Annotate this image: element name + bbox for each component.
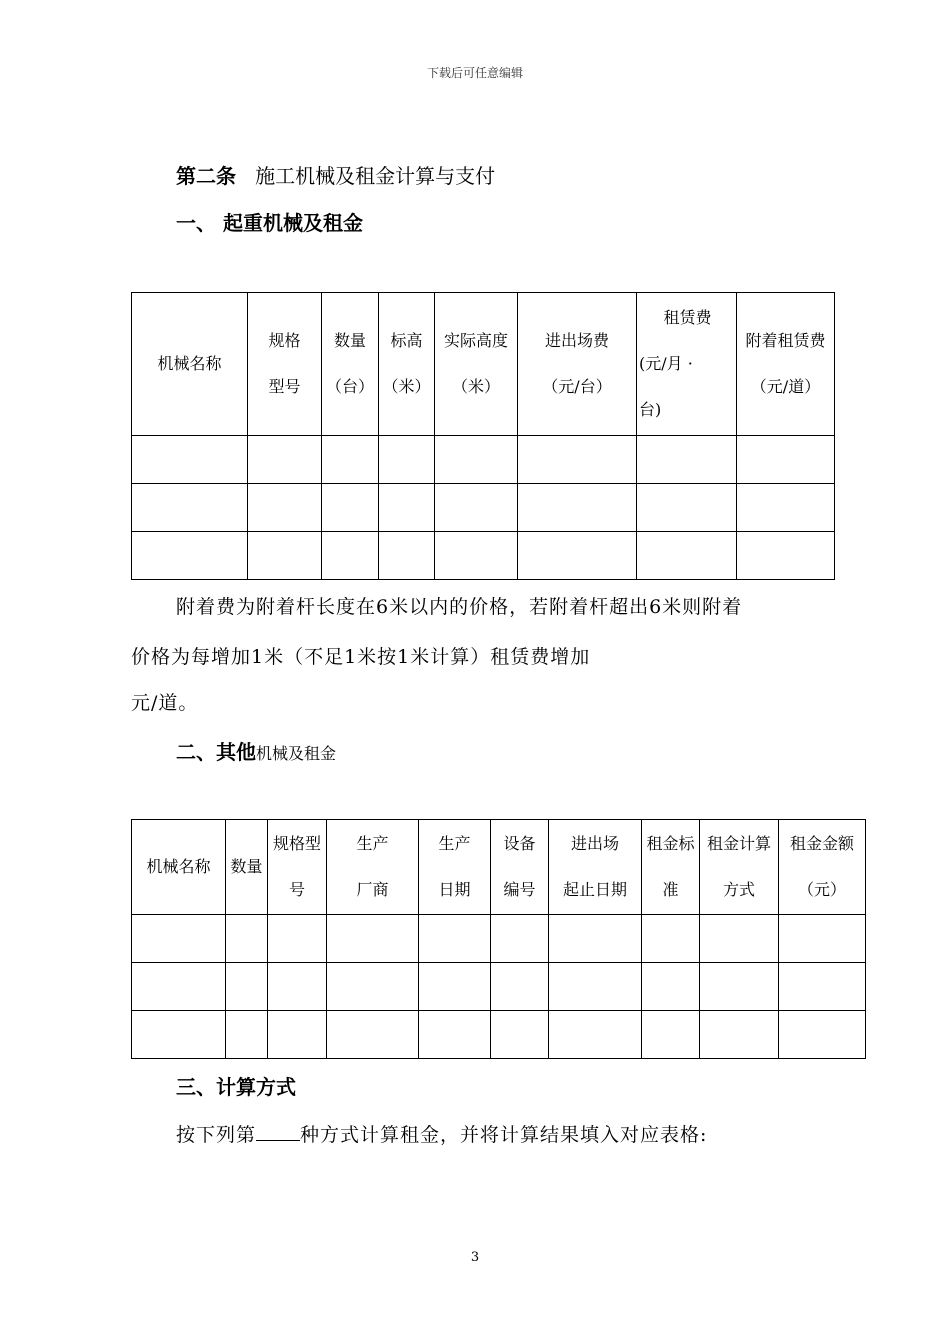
table-cell[interactable] [226,963,268,1011]
table-cell[interactable] [322,436,379,484]
table-cell[interactable] [379,436,435,484]
note-line-2: 价格为每增加1米（不足1米按1米计算）租赁费增加 [131,646,591,668]
table-cell[interactable] [248,532,322,580]
method-text-after: 种方式计算租金，并将计算结果填入对应表格: [300,1124,708,1146]
header-cell: 进出场费 （元/台） [518,293,637,436]
table-cell[interactable] [268,1011,327,1059]
table-cell[interactable] [491,1011,549,1059]
header-cell: 租金标 准 [642,820,700,915]
table-cell[interactable] [491,963,549,1011]
header-cell: 租金计算 方式 [700,820,779,915]
table-cell[interactable] [779,963,866,1011]
header-cell: 机械名称 [132,820,226,915]
table-cell[interactable] [322,532,379,580]
table-row [132,963,866,1011]
method-text-before: 按下列第 [176,1124,257,1146]
table-cell[interactable] [327,1011,419,1059]
article-title-text: 施工机械及租金计算与支付 [255,164,496,188]
table-cell[interactable] [132,532,248,580]
table-cell[interactable] [518,484,637,532]
table-cell[interactable] [419,963,491,1011]
table-cell[interactable] [132,436,248,484]
table-row [132,484,835,532]
section2-title [176,736,336,765]
header-cell: 数量 [226,820,268,915]
table-header-row [132,293,835,436]
header-cell: 附着租赁费 （元/道） [737,293,835,436]
table-cell[interactable] [737,484,835,532]
header-cell: 规格 型号 [248,293,322,436]
header-cell: 规格型 号 [268,820,327,915]
table-cell[interactable] [132,484,248,532]
table-cell[interactable] [637,436,737,484]
section2-title-main: 二、其他 [176,740,256,764]
table-cell[interactable] [132,1011,226,1059]
header-cell: 生产 厂商 [327,820,419,915]
table-cell[interactable] [637,532,737,580]
table-cell[interactable] [642,1011,700,1059]
table-cell[interactable] [549,1011,642,1059]
section3-title: 三、计算方式 [176,1075,296,1099]
note-line-1: 附着费为附着杆长度在6米以内的价格，若附着杆超出6米则附着 [176,596,743,618]
table-row [132,532,835,580]
table-cell[interactable] [700,915,779,963]
method-blank[interactable] [256,1122,300,1141]
article-title [176,160,495,189]
page-header: 下载后可任意编辑 [426,66,523,80]
header-cell: 设备 编号 [491,820,549,915]
table-cell[interactable] [248,436,322,484]
table-cell[interactable] [226,1011,268,1059]
table-cell[interactable] [379,484,435,532]
table-header-row [132,820,866,915]
header-cell: 实际高度 （米） [435,293,518,436]
table-cell[interactable] [700,963,779,1011]
table-cell[interactable] [737,532,835,580]
other-machinery-table [131,819,866,1059]
table-cell[interactable] [435,484,518,532]
table-cell[interactable] [779,915,866,963]
table-cell[interactable] [779,1011,866,1059]
method-line [176,1120,707,1147]
table-cell[interactable] [637,484,737,532]
header-cell: 标高 （米） [379,293,435,436]
table-cell[interactable] [132,915,226,963]
table-cell[interactable] [268,963,327,1011]
table-cell[interactable] [327,963,419,1011]
table-row [132,915,866,963]
table-cell[interactable] [419,1011,491,1059]
table-cell[interactable] [322,484,379,532]
header-cell: 租赁费 (元/月 · 台) [637,293,737,436]
table-cell[interactable] [518,436,637,484]
table-cell[interactable] [248,484,322,532]
table-cell[interactable] [435,532,518,580]
header-cell: 租金金额 （元） [779,820,866,915]
table-cell[interactable] [132,963,226,1011]
table-cell[interactable] [226,915,268,963]
section2-title-suffix: 机械及租金 [256,744,337,763]
table-row [132,436,835,484]
page-number: 3 [470,1250,480,1265]
header-cell: 机械名称 [132,293,248,436]
note-line-3: 元/道。 [131,692,199,714]
table-cell[interactable] [642,915,700,963]
table-cell[interactable] [737,436,835,484]
table-cell[interactable] [327,915,419,963]
section1-title: 一、 起重机械及租金 [176,211,363,235]
table-cell[interactable] [491,915,549,963]
article-label: 第二条 [176,164,236,188]
table-cell[interactable] [549,915,642,963]
table-cell[interactable] [549,963,642,1011]
table-cell[interactable] [419,915,491,963]
table-cell[interactable] [518,532,637,580]
table-cell[interactable] [700,1011,779,1059]
table-cell[interactable] [379,532,435,580]
table-cell[interactable] [435,436,518,484]
header-cell: 进出场 起止日期 [549,820,642,915]
table-row [132,1011,866,1059]
table-cell[interactable] [268,915,327,963]
crane-machinery-table [131,292,835,580]
table-cell[interactable] [642,963,700,1011]
header-cell: 数量 （台） [322,293,379,436]
header-cell: 生产 日期 [419,820,491,915]
